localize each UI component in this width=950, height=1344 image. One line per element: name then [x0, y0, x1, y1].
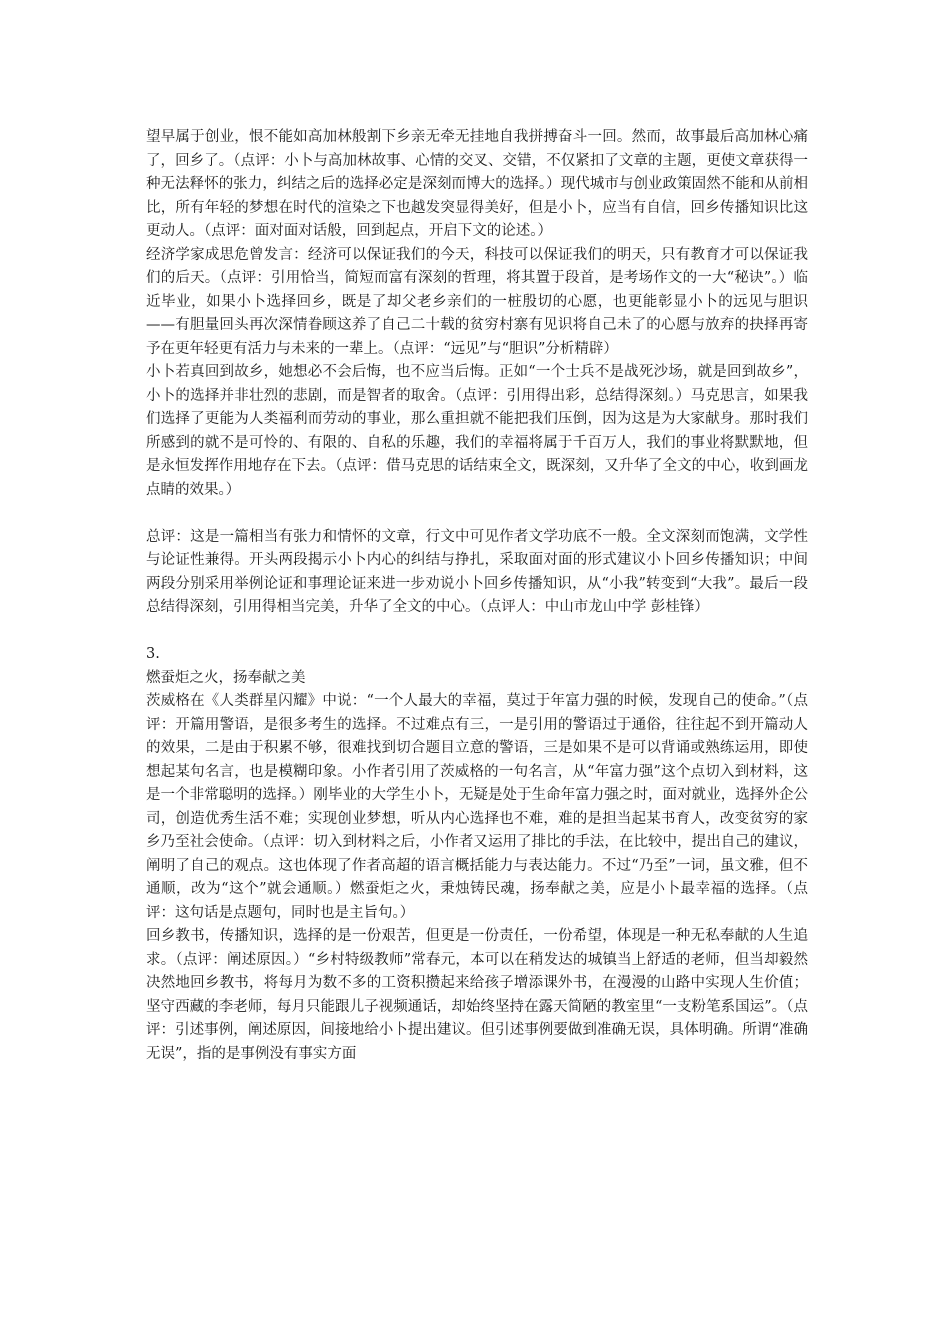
paragraph-summary-review: 总评：这是一篇相当有张力和情怀的文章，行文中可见作者文学功底不一般。全文深刻而饱满，文学性与论证性兼得。开头两段揭示小卜内心的纠结与挣扎，采取面对面的形式建议小卜回乡传播知识；中间两段分别采用举例论证和事理论证来进一步劝说小卜回乡传播知识，从“小我”转变到“大我”。最后一段总结得深刻，引用得相当完美，升华了全文的中心。（点评人：中山市龙山中学 彭桂锋） [146, 528, 808, 615]
paragraph-teaching-examples: 回乡教书，传播知识，选择的是一份艰苦，但更是一份责任，一份希望，体现是一种无私奉献的人生追求。（点评：阐述原因。）“乡村特级教师”常春元，本可以在稍发达的城镇当上舒适的老师，但当却毅然决然地回乡教书，将每月为数不多的工资积攒起来给孩子增添课外书，在漫漫的山路中实现人生价值；坚守西藏的李老师，每月只能跟儿子视频通话，却始终坚持在露天简陋的教室里“一支粉笔系国运”。（点评：引述事例，阐述原因，间接地给小卜提出建议。但引述事例要做到准确无误，具体明确。所谓“准确无误”，指的是事例没有事实方面 [146, 928, 808, 1062]
essay-title: 燃蚕炬之火，扬奉献之美 [146, 669, 306, 686]
blank-line [146, 620, 808, 644]
paragraph-zweig-quote: 茨威格在《人类群星闪耀》中说：“一个人最大的幸福，莫过于年富力强的时候，发现自己的使命。”（点评：开篇用警语，是很多考生的选择。不过难点有三，一是引用的警语过于通俗，往往起不到开篇动人的效果，二是由于积累不够，很难找到切合题目立意的警语，三是如果不是可以背诵或熟练运用，即使想起某句名言，也是模糊印象。小作者引用了茨威格的一句名言，从“年富力强”这个点切入到材料，这是一个非常聪明的选择。）刚毕业的大学生小卜，无疑是处于生命年富力强之时，面对就业，选择外企公司，创造优秀生活不难；实现创业梦想，听从内心选择也不难，难的是担当起某书育人，改变贫穷的家乡乃至社会使命。（点评：切入到材料之后，小作者又运用了排比的手法，在比较中，提出自己的建议，阐明了自己的观点。这也体现了作者高超的语言概括能力与表达能力。不过“乃至”一词，虽文雅，但不通顺，改为“这个”就会通顺。）燃蚕炬之火，秉烛铸民魂，扬奉献之美，应是小卜最幸福的选择。（点评：这句话是点题句，同时也是主旨句。） [146, 693, 808, 921]
document-body [146, 126, 808, 1066]
paragraph-return-home: 小卜若真回到故乡，她想必不会后悔，也不应当后悔。正如“一个士兵不是战死沙场，就是回到故乡”，小卜的选择并非壮烈的悲剧，而是智者的取舍。（点评：引用得出彩，总结得深刻。）马克思言，如果我们选择了更能为人类福利而劳动的事业，那么重担就不能把我们压倒，因为这是为大家献身。那时我们所感到的就不是可怜的、有限的、自私的乐趣，我们的幸福将属于千百万人，我们的事业将默默地，但是永恒发挥作用地存在下去。（点评：借马克思的话结束全文，既深刻，又升华了全文的中心，收到画龙点睛的效果。） [146, 364, 808, 498]
paragraph-gaojialin: 望早属于创业，恨不能如高加林般割下乡亲无牵无挂地自我拼搏奋斗一回。然而，故事最后高加林心痛了，回乡了。（点评：小卜与高加林故事、心情的交叉、交错，不仅紧扣了文章的主题，更使文章获得一种无法释怀的张力，纠结之后的选择必定是深刻而博大的选择。）现代城市与创业政策固然不能和从前相比，所有年轻的梦想在时代的渲染之下也越发突显得美好，但是小卜，应当有自信，回乡传播知识比这更动人。（点评：面对面对话般，回到起点，开启下文的论述。） [146, 129, 808, 239]
paragraph-education-quote: 经济学家成思危曾发言：经济可以保证我们的今天，科技可以保证我们的明天，只有教育才可以保证我们的后天。（点评：引用恰当，简短而富有深刻的哲理，将其置于段首，是考场作文的一大“秘诀”。）临近毕业，如果小卜选择回乡，既是了却父老乡亲们的一桩殷切的心愿，也更能彰显小卜的远见与胆识——有胆量回头再次深情眷顾这养了自己二十载的贫穷村寨有见识将自己未了的心愿与放弃的抉择再寄予在更年轻更有活力与未来的一辈上。（点评：“远见”与“胆识”分析精辟） [146, 246, 808, 357]
essay-number: 3. [146, 646, 160, 662]
blank-line [146, 502, 808, 526]
